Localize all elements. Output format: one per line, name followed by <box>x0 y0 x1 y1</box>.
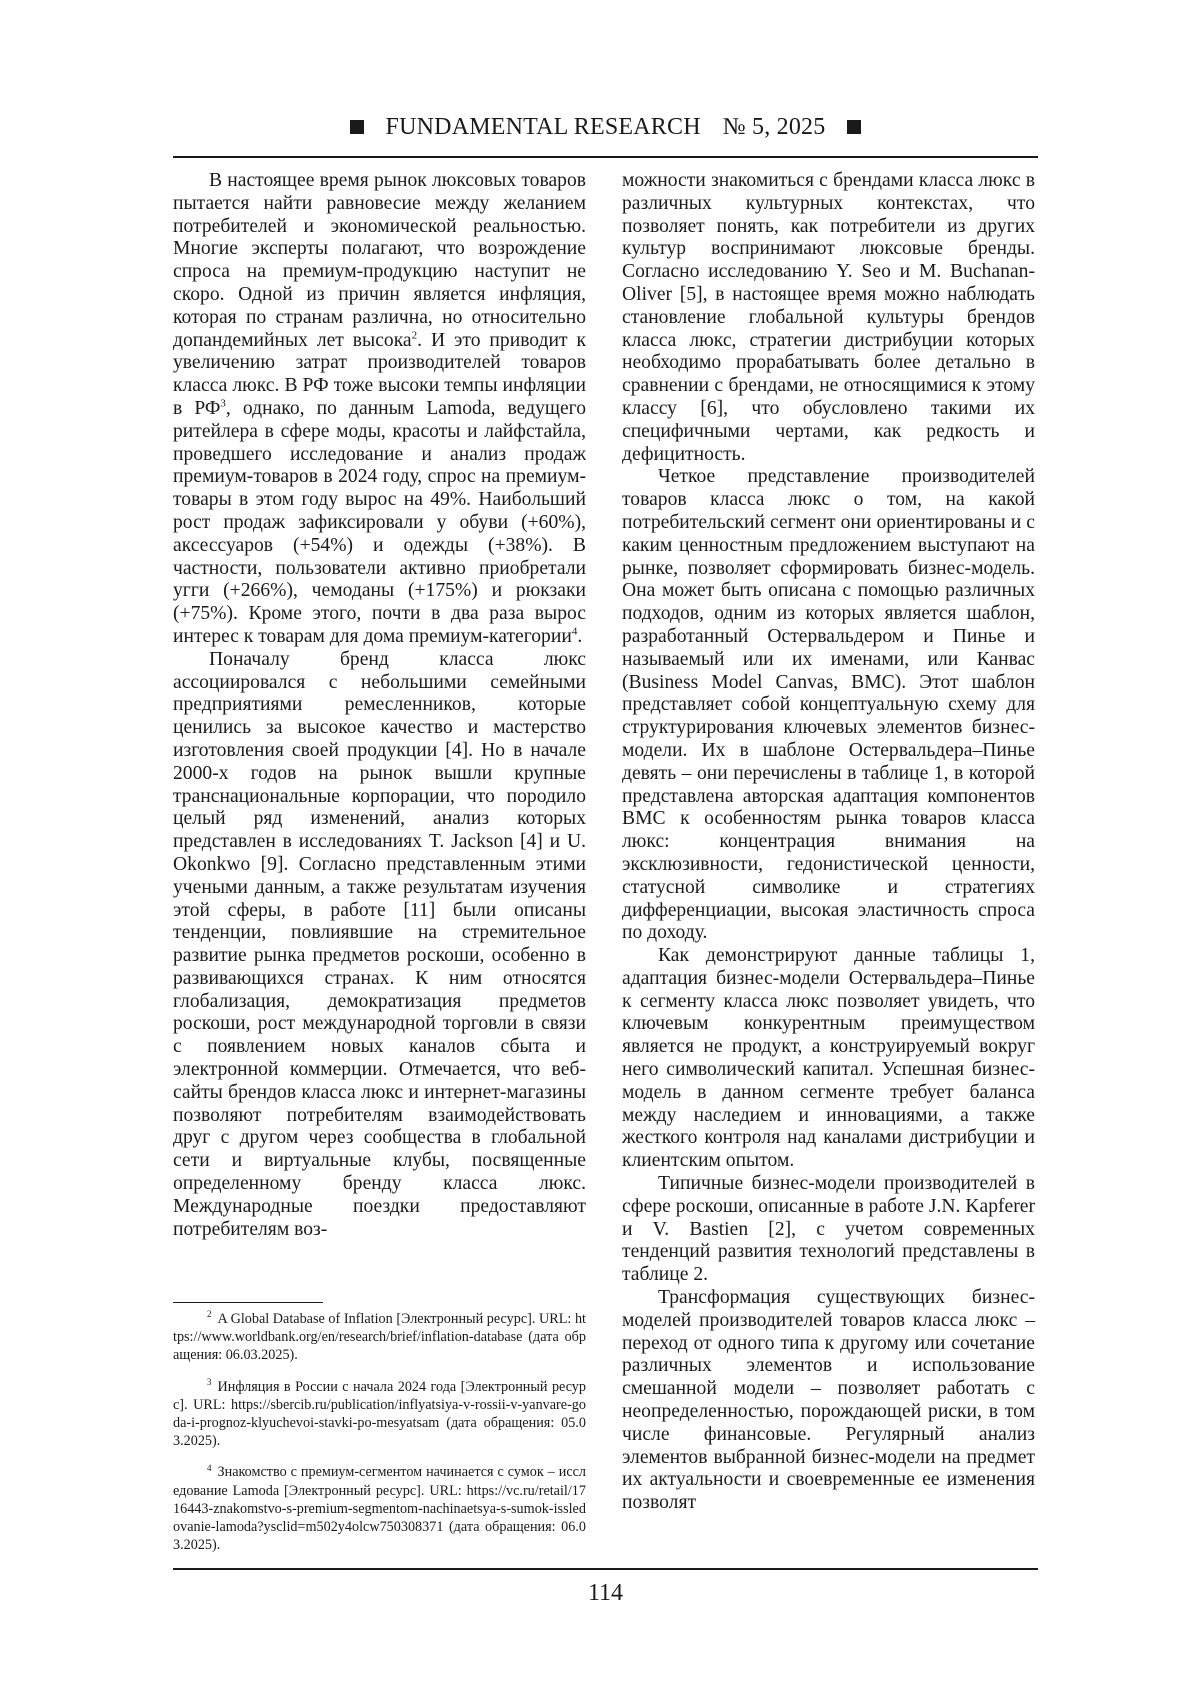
footnote <box>173 1378 586 1451</box>
paragraph <box>173 170 586 649</box>
running-header <box>173 110 1038 144</box>
left-column <box>173 170 586 1241</box>
paragraph: Типичные бизнес-модели производителей в сфере роскоши, описанные в работе J.N. Kapferer и V. Bastien [2], с учетом современных тенденций развития технологий представлены в таблице 2. <box>622 1173 1035 1286</box>
footnote-text: Знакомство с премиум-сегментом начинается с сумок – исследование Lamoda [Электронный ресурс]. URL: https://vc.ru/retail/1716443-znakomstvo-s-premium-segmentom-nachinaetsya-s-sumok-issledovanie-lamoda?ysclid=m502y4olcw750308371 (дата обращения: 06.03.2025). <box>173 1464 586 1554</box>
footnote-number: 4 <box>207 1462 212 1473</box>
journal-title: FUNDAMENTAL RESEARCH <box>385 113 701 140</box>
header-divider <box>173 156 1038 158</box>
paragraph-text: . И это приводит к увеличению затрат производителей товаров класса люкс. В РФ тоже высоки темпы инфляции в РФ <box>173 329 586 419</box>
footnote-number: 3 <box>207 1376 212 1387</box>
footnotes <box>173 1310 586 1567</box>
footnote-ref: 4 <box>571 625 578 638</box>
paragraph: Поначалу бренд класса люкс ассоциировался с небольшими семейными предприятиями ремесленников, которые ценились за высокое качество и мастерство изготовления своей продукции [4]. Но в начале 2000-х годов на рынок вышли крупные транснациональные корпорации, что породило целый ряд изменений, анализ которых представлен в исследованиях T. Jackson [4] и U. Okonkwo [9]. Согласно представленным этими учеными данным, а также результатам изучения этой сферы, в работе [11] были описаны тенденции, повлиявшие на стремительное развитие рынка предметов роскоши, особенно в развивающихся странах. К ним относятся глобализация, демократизация предметов роскоши, рост международной торговли в связи с появлением новых каналов сбыта и электронной коммерции. Отмечается, что веб-сайты брендов класса люкс и интернет-магазины позволяют потребителям взаимодействовать друг с другом через сообщества в глобальной сети и виртуальные клубы, посвященные определенному бренду класса люкс. Международные поездки предоставляют потребителям воз- <box>173 648 586 1240</box>
paragraph-text: . <box>577 625 583 647</box>
footnote-ref: 2 <box>411 329 418 342</box>
paragraph: можности знакомиться с брендами класса люкс в различных культурных контекстах, что позволяет понять, как потребители из других культур воспринимают люксовые бренды. Согласно исследованию Y. Seo и M. Buchanan-Oliver [5], в настоящее время можно наблюдать становление глобальной культуры брендов класса люкс, стратегии дистрибуции которых необходимо прорабатывать более детально в сравнении с брендами, не относящимися к этому классу [6], что обусловлено такими их специфичными чертами, как редкость и дефицитность. <box>622 170 1035 465</box>
paragraph: Трансформация существующих бизнес-моделей производителей товаров класса люкс – переход от одного типа к другому или сочетание различных элементов и использование смешанной модели – позволяет работать с неопределенностью, порождающей риски, в том числе финансовые. Регулярный анализ элементов выбранной бизнес-модели на предмет их актуальности и своевременные ее изменения позволят <box>622 1287 1035 1514</box>
paragraph-text: , однако, по данным Lamoda, ведущего ритейлера в сфере моды, красоты и лайфстайла, проведшего исследование и анализ продаж премиум-товаров в 2024 году, спрос на премиум-товары в этом году вырос на 49%. Наибольший рост продаж зафиксировали у обуви (+60%), аксессуаров (+54%) и одежды (+38%). В частности, пользователи активно приобретали угги (+266%), чемоданы (+175%) и рюкзаки (+75%). Кроме этого, почти в два раза вырос интерес к товарам для дома премиум-категории <box>173 397 586 647</box>
footnote-text: Инфляция в России с начала 2024 года [Электронный ресурс]. URL: https://sbercib.ru/publication/inflyatsiya-v-rossii-v-yanvare-goda-i-prognoz-klyuchevoi-stavki-po-mesyatsam (дата обращения: 05.03.2025). <box>173 1378 586 1450</box>
footnote-divider <box>173 1302 323 1303</box>
paragraph-text: В настоящее время рынок люксовых товаров пытается найти равновесие между желанием потребителей и экономической реальностью. Многие эксперты полагают, что возрождение спроса на премиум-продукцию наступит не скоро. Одной из причин является инфляция, которая по странам различна, но относительно допандемийных лет высока <box>173 170 586 351</box>
footer-divider <box>173 1568 1038 1570</box>
header-square-left-icon <box>350 120 364 134</box>
right-column <box>622 170 1035 1515</box>
page-number: 114 <box>587 1580 624 1606</box>
issue-number: № 5, 2025 <box>722 113 826 140</box>
paragraph: Как демонстрируют данные таблицы 1, адаптация бизнес-модели Остервальдера–Пинье к сегменту класса люкс позволяет увидеть, что ключевым конкурентным преимуществом является не продукт, а конструируемый вокруг него символический капитал. Успешная бизнес-модель в данном сегменте требует баланса между наследием и инновациями, а также жесткого контроля над каналами дистрибуции и клиентским опытом. <box>622 945 1035 1172</box>
paragraph: Четкое представление производителей товаров класса люкс о том, на какой потребительский сегмент они ориентированы и с каким ценностным предложением выступают на рынке, позволяет сформировать бизнес-модель. Она может быть описана с помощью различных подходов, одним из которых является шаблон, разработанный Остервальдером и Пинье и называемый или их именами, или Канвас (Business Model Canvas, BMC). Этот шаблон представляет собой концептуальную схему для структурирования ключевых элементов бизнес-модели. Их в шаблоне Остервальдера–Пинье девять – они перечислены в таблице 1, в которой представлена авторская адаптация компонентов BMC к особенностям рынка товаров класса люкс: концентрация внимания на эксклюзивности, гедонистической ценности, статусной символике и стратегиях дифференциации, высокая эластичность спроса по доходу. <box>622 466 1035 944</box>
footnote <box>173 1310 586 1365</box>
footnote <box>173 1463 586 1554</box>
footnote-ref: 3 <box>220 397 226 410</box>
header-square-right-icon <box>847 120 861 134</box>
footnote-number: 2 <box>207 1309 212 1320</box>
footnote-text: A Global Database of Inflation [Электронный ресурс]. URL: https://www.worldbank.org/en/research/brief/inflation-database (дата обращения: 06.03.2025). <box>173 1311 586 1364</box>
